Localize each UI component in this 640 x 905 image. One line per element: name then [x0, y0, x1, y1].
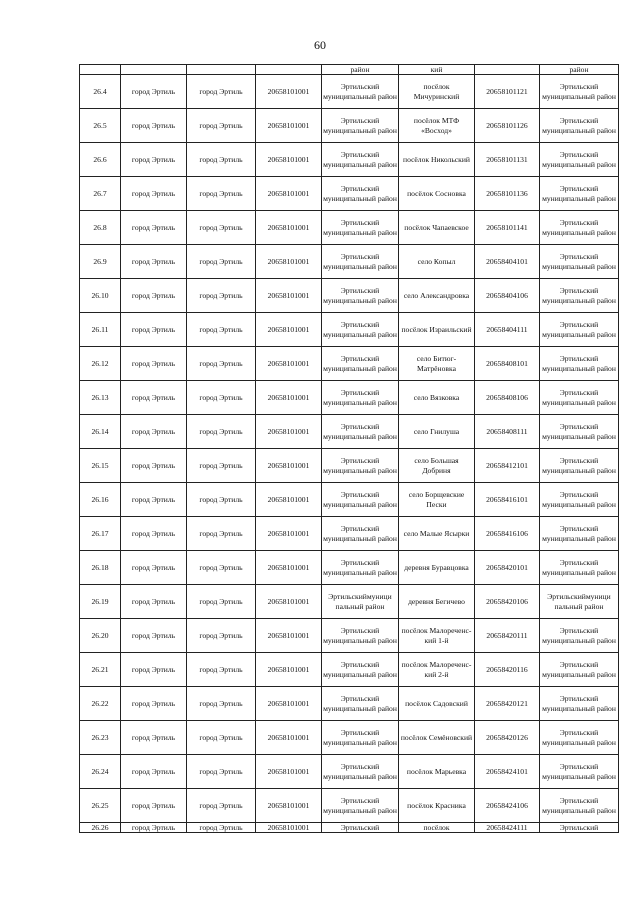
locality-name: село Борщевские Пески	[399, 483, 475, 517]
locality-name: посёлок Малореченс-кий 2-й	[399, 653, 475, 687]
locality-oktmo-code: 20658412101	[475, 449, 540, 483]
oktmo-code: 20658101001	[256, 177, 322, 211]
locality-oktmo-code: 20658404101	[475, 245, 540, 279]
locality-name: посёлок Сосновка	[399, 177, 475, 211]
row-number: 26.12	[80, 347, 121, 381]
settlement-name: город Эртиль	[121, 823, 187, 833]
locality-district-name: Эртильский муниципальный район	[540, 721, 619, 755]
settlement-name: город Эртиль	[121, 449, 187, 483]
table-row	[80, 653, 619, 687]
locality-district-name: Эртильский муниципальный район	[540, 109, 619, 143]
locality-name: село Гнилуша	[399, 415, 475, 449]
district-name: Эртильский муниципальный район	[322, 415, 399, 449]
district-name: Эртильский муниципальный район	[322, 789, 399, 823]
settlement-name: город Эртиль	[121, 75, 187, 109]
locality-name: деревня Бегичево	[399, 585, 475, 619]
row-number: 26.18	[80, 551, 121, 585]
district-name: Эртильский муниципальный район	[322, 75, 399, 109]
district-name: Эртильский муниципальный район	[322, 381, 399, 415]
district-name: Эртильский муниципальный район	[322, 143, 399, 177]
settlement-name: город Эртиль	[121, 143, 187, 177]
municipality-name: город Эртиль	[187, 755, 256, 789]
settlement-name: город Эртиль	[121, 755, 187, 789]
locality-name: посёлок Садовский	[399, 687, 475, 721]
locality-district-name: Эртильский муниципальный район	[540, 177, 619, 211]
locality-name: село Копыл	[399, 245, 475, 279]
district-name: Эртильскиймуници пальный район	[322, 585, 399, 619]
locality-district-name: Эртильский муниципальный район	[540, 483, 619, 517]
table-row	[80, 177, 619, 211]
settlement-name: город Эртиль	[121, 653, 187, 687]
locality-oktmo-code: 20658424101	[475, 755, 540, 789]
locality-oktmo-code: 20658101136	[475, 177, 540, 211]
municipality-name: город Эртиль	[187, 517, 256, 551]
table-cell	[475, 65, 540, 75]
oktmo-code: 20658101001	[256, 619, 322, 653]
locality-district-name: Эртильский муниципальный район	[540, 755, 619, 789]
table-row	[80, 109, 619, 143]
oktmo-code: 20658101001	[256, 585, 322, 619]
municipality-name: город Эртиль	[187, 143, 256, 177]
oktmo-code: 20658101001	[256, 279, 322, 313]
district-name: Эртильский	[322, 823, 399, 833]
settlement-name: город Эртиль	[121, 789, 187, 823]
municipality-name: город Эртиль	[187, 551, 256, 585]
row-number: 26.11	[80, 313, 121, 347]
oktmo-code: 20658101001	[256, 653, 322, 687]
settlement-name: город Эртиль	[121, 177, 187, 211]
municipality-name: город Эртиль	[187, 721, 256, 755]
district-name: Эртильский муниципальный район	[322, 653, 399, 687]
locality-name: посёлок	[399, 823, 475, 833]
locality-name: посёлок Семёновский	[399, 721, 475, 755]
table-row	[80, 381, 619, 415]
locality-name: село Малые Ясырки	[399, 517, 475, 551]
settlement-name: город Эртиль	[121, 381, 187, 415]
district-name: Эртильский муниципальный район	[322, 721, 399, 755]
table-row	[80, 517, 619, 551]
table-cell	[256, 65, 322, 75]
oktmo-code: 20658101001	[256, 313, 322, 347]
oktmo-code: 20658101001	[256, 789, 322, 823]
municipality-name: город Эртиль	[187, 619, 256, 653]
table-row	[80, 483, 619, 517]
oktmo-code: 20658101001	[256, 449, 322, 483]
oktmo-code: 20658101001	[256, 517, 322, 551]
municipality-name: город Эртиль	[187, 75, 256, 109]
district-name: Эртильский муниципальный район	[322, 109, 399, 143]
district-name: Эртильский муниципальный район	[322, 483, 399, 517]
table-row	[80, 211, 619, 245]
table-row-last	[80, 823, 619, 833]
locality-oktmo-code: 20658404111	[475, 313, 540, 347]
municipality-name: город Эртиль	[187, 449, 256, 483]
row-number: 26.26	[80, 823, 121, 833]
municipality-name: город Эртиль	[187, 687, 256, 721]
row-number: 26.17	[80, 517, 121, 551]
district-name: Эртильский муниципальный район	[322, 245, 399, 279]
oktmo-code: 20658101001	[256, 245, 322, 279]
municipality-name: город Эртиль	[187, 313, 256, 347]
table-cell: кий	[399, 65, 475, 75]
oktmo-code: 20658101001	[256, 109, 322, 143]
municipality-name: город Эртиль	[187, 347, 256, 381]
locality-district-name: Эртильский муниципальный район	[540, 619, 619, 653]
locality-district-name: Эртильский муниципальный район	[540, 415, 619, 449]
locality-oktmo-code: 20658408106	[475, 381, 540, 415]
table-cell	[187, 65, 256, 75]
locality-name: село Вязковка	[399, 381, 475, 415]
row-number: 26.9	[80, 245, 121, 279]
locality-name: посёлок Израильский	[399, 313, 475, 347]
page-number: 60	[314, 38, 326, 52]
locality-name: село Александровка	[399, 279, 475, 313]
row-number: 26.25	[80, 789, 121, 823]
row-number: 26.21	[80, 653, 121, 687]
district-name: Эртильский муниципальный район	[322, 313, 399, 347]
oktmo-code: 20658101001	[256, 823, 322, 833]
locality-oktmo-code: 20658408111	[475, 415, 540, 449]
row-number: 26.8	[80, 211, 121, 245]
settlement-name: город Эртиль	[121, 483, 187, 517]
locality-oktmo-code: 20658416101	[475, 483, 540, 517]
table-row	[80, 551, 619, 585]
row-number: 26.24	[80, 755, 121, 789]
district-name: Эртильский муниципальный район	[322, 517, 399, 551]
district-name: Эртильский муниципальный район	[322, 177, 399, 211]
table-continuation-row	[80, 65, 619, 75]
settlements-table	[79, 64, 619, 833]
settlement-name: город Эртиль	[121, 517, 187, 551]
table-row	[80, 415, 619, 449]
row-number: 26.16	[80, 483, 121, 517]
table-cell: район	[540, 65, 619, 75]
municipality-name: город Эртиль	[187, 109, 256, 143]
locality-district-name: Эртильский муниципальный район	[540, 381, 619, 415]
locality-district-name: Эртильский муниципальный район	[540, 449, 619, 483]
municipality-name: город Эртиль	[187, 653, 256, 687]
locality-district-name: Эртильский муниципальный район	[540, 143, 619, 177]
locality-district-name: Эртильский муниципальный район	[540, 245, 619, 279]
settlement-name: город Эртиль	[121, 279, 187, 313]
row-number: 26.5	[80, 109, 121, 143]
municipality-name: город Эртиль	[187, 415, 256, 449]
row-number: 26.4	[80, 75, 121, 109]
locality-district-name: Эртильский муниципальный район	[540, 687, 619, 721]
oktmo-code: 20658101001	[256, 415, 322, 449]
table-row	[80, 755, 619, 789]
locality-district-name: Эртильский муниципальный район	[540, 653, 619, 687]
municipality-name: город Эртиль	[187, 177, 256, 211]
row-number: 26.10	[80, 279, 121, 313]
table-row	[80, 789, 619, 823]
district-name: Эртильский муниципальный район	[322, 211, 399, 245]
locality-name: посёлок МТФ «Восход»	[399, 109, 475, 143]
locality-district-name: Эртильский муниципальный район	[540, 517, 619, 551]
locality-district-name: Эртильский муниципальный район	[540, 211, 619, 245]
locality-name: посёлок Никольский	[399, 143, 475, 177]
district-name: Эртильский муниципальный район	[322, 551, 399, 585]
table-row	[80, 245, 619, 279]
locality-district-name: Эртильский муниципальный район	[540, 347, 619, 381]
oktmo-code: 20658101001	[256, 75, 322, 109]
oktmo-code: 20658101001	[256, 551, 322, 585]
municipality-name: город Эртиль	[187, 585, 256, 619]
table-row	[80, 721, 619, 755]
municipality-name: город Эртиль	[187, 823, 256, 833]
locality-oktmo-code: 20658101141	[475, 211, 540, 245]
municipality-name: город Эртиль	[187, 789, 256, 823]
row-number: 26.19	[80, 585, 121, 619]
locality-district-name: Эртильский муниципальный район	[540, 551, 619, 585]
district-name: Эртильский муниципальный район	[322, 279, 399, 313]
table-row	[80, 687, 619, 721]
locality-oktmo-code: 20658420101	[475, 551, 540, 585]
row-number: 26.22	[80, 687, 121, 721]
locality-name: посёлок Чапаевское	[399, 211, 475, 245]
district-name: Эртильский муниципальный район	[322, 449, 399, 483]
municipality-name: город Эртиль	[187, 245, 256, 279]
locality-district-name: Эртильский муниципальный район	[540, 789, 619, 823]
table-row	[80, 619, 619, 653]
settlement-name: город Эртиль	[121, 109, 187, 143]
oktmo-code: 20658101001	[256, 143, 322, 177]
settlement-name: город Эртиль	[121, 211, 187, 245]
locality-oktmo-code: 20658420126	[475, 721, 540, 755]
settlement-name: город Эртиль	[121, 415, 187, 449]
table-row	[80, 279, 619, 313]
row-number: 26.14	[80, 415, 121, 449]
locality-name: посёлок Малореченс-кий 1-й	[399, 619, 475, 653]
settlement-name: город Эртиль	[121, 313, 187, 347]
locality-district-name: Эртильский муниципальный район	[540, 75, 619, 109]
district-name: Эртильский муниципальный район	[322, 619, 399, 653]
locality-name: посёлок Красника	[399, 789, 475, 823]
table-cell	[121, 65, 187, 75]
settlement-name: город Эртиль	[121, 619, 187, 653]
district-name: Эртильский муниципальный район	[322, 347, 399, 381]
district-name: Эртильский муниципальный район	[322, 687, 399, 721]
row-number: 26.7	[80, 177, 121, 211]
municipality-name: город Эртиль	[187, 483, 256, 517]
locality-oktmo-code: 20658424111	[475, 823, 540, 833]
oktmo-code: 20658101001	[256, 755, 322, 789]
locality-name: село Большая Добриня	[399, 449, 475, 483]
oktmo-code: 20658101001	[256, 687, 322, 721]
settlement-name: город Эртиль	[121, 721, 187, 755]
locality-oktmo-code: 20658420111	[475, 619, 540, 653]
locality-name: посёлок Мичуринский	[399, 75, 475, 109]
table-row	[80, 585, 619, 619]
table-row	[80, 347, 619, 381]
locality-oktmo-code: 20658424106	[475, 789, 540, 823]
table-row	[80, 75, 619, 109]
row-number: 26.6	[80, 143, 121, 177]
locality-oktmo-code: 20658408101	[475, 347, 540, 381]
table-cell: район	[322, 65, 399, 75]
locality-district-name: Эртильский муниципальный район	[540, 313, 619, 347]
table-row	[80, 449, 619, 483]
locality-district-name: Эртильский	[540, 823, 619, 833]
locality-oktmo-code: 20658404106	[475, 279, 540, 313]
table-row	[80, 143, 619, 177]
locality-oktmo-code: 20658420106	[475, 585, 540, 619]
oktmo-code: 20658101001	[256, 347, 322, 381]
row-number: 26.13	[80, 381, 121, 415]
locality-name: посёлок Марьевка	[399, 755, 475, 789]
settlement-name: город Эртиль	[121, 245, 187, 279]
locality-district-name: Эртильскиймуници пальный район	[540, 585, 619, 619]
settlement-name: город Эртиль	[121, 551, 187, 585]
locality-oktmo-code: 20658420116	[475, 653, 540, 687]
locality-oktmo-code: 20658416106	[475, 517, 540, 551]
locality-name: деревня Буравцовка	[399, 551, 475, 585]
locality-oktmo-code: 20658101126	[475, 109, 540, 143]
municipality-name: город Эртиль	[187, 279, 256, 313]
oktmo-code: 20658101001	[256, 483, 322, 517]
row-number: 26.15	[80, 449, 121, 483]
table-cell	[80, 65, 121, 75]
locality-name: село Битюг-Матрёновка	[399, 347, 475, 381]
locality-oktmo-code: 20658101131	[475, 143, 540, 177]
district-name: Эртильский муниципальный район	[322, 755, 399, 789]
row-number: 26.23	[80, 721, 121, 755]
settlement-name: город Эртиль	[121, 347, 187, 381]
municipality-name: город Эртиль	[187, 211, 256, 245]
oktmo-code: 20658101001	[256, 381, 322, 415]
row-number: 26.20	[80, 619, 121, 653]
municipality-name: город Эртиль	[187, 381, 256, 415]
table-row	[80, 313, 619, 347]
locality-district-name: Эртильский муниципальный район	[540, 279, 619, 313]
locality-oktmo-code: 20658101121	[475, 75, 540, 109]
oktmo-code: 20658101001	[256, 211, 322, 245]
settlement-name: город Эртиль	[121, 585, 187, 619]
oktmo-code: 20658101001	[256, 721, 322, 755]
settlement-name: город Эртиль	[121, 687, 187, 721]
locality-oktmo-code: 20658420121	[475, 687, 540, 721]
